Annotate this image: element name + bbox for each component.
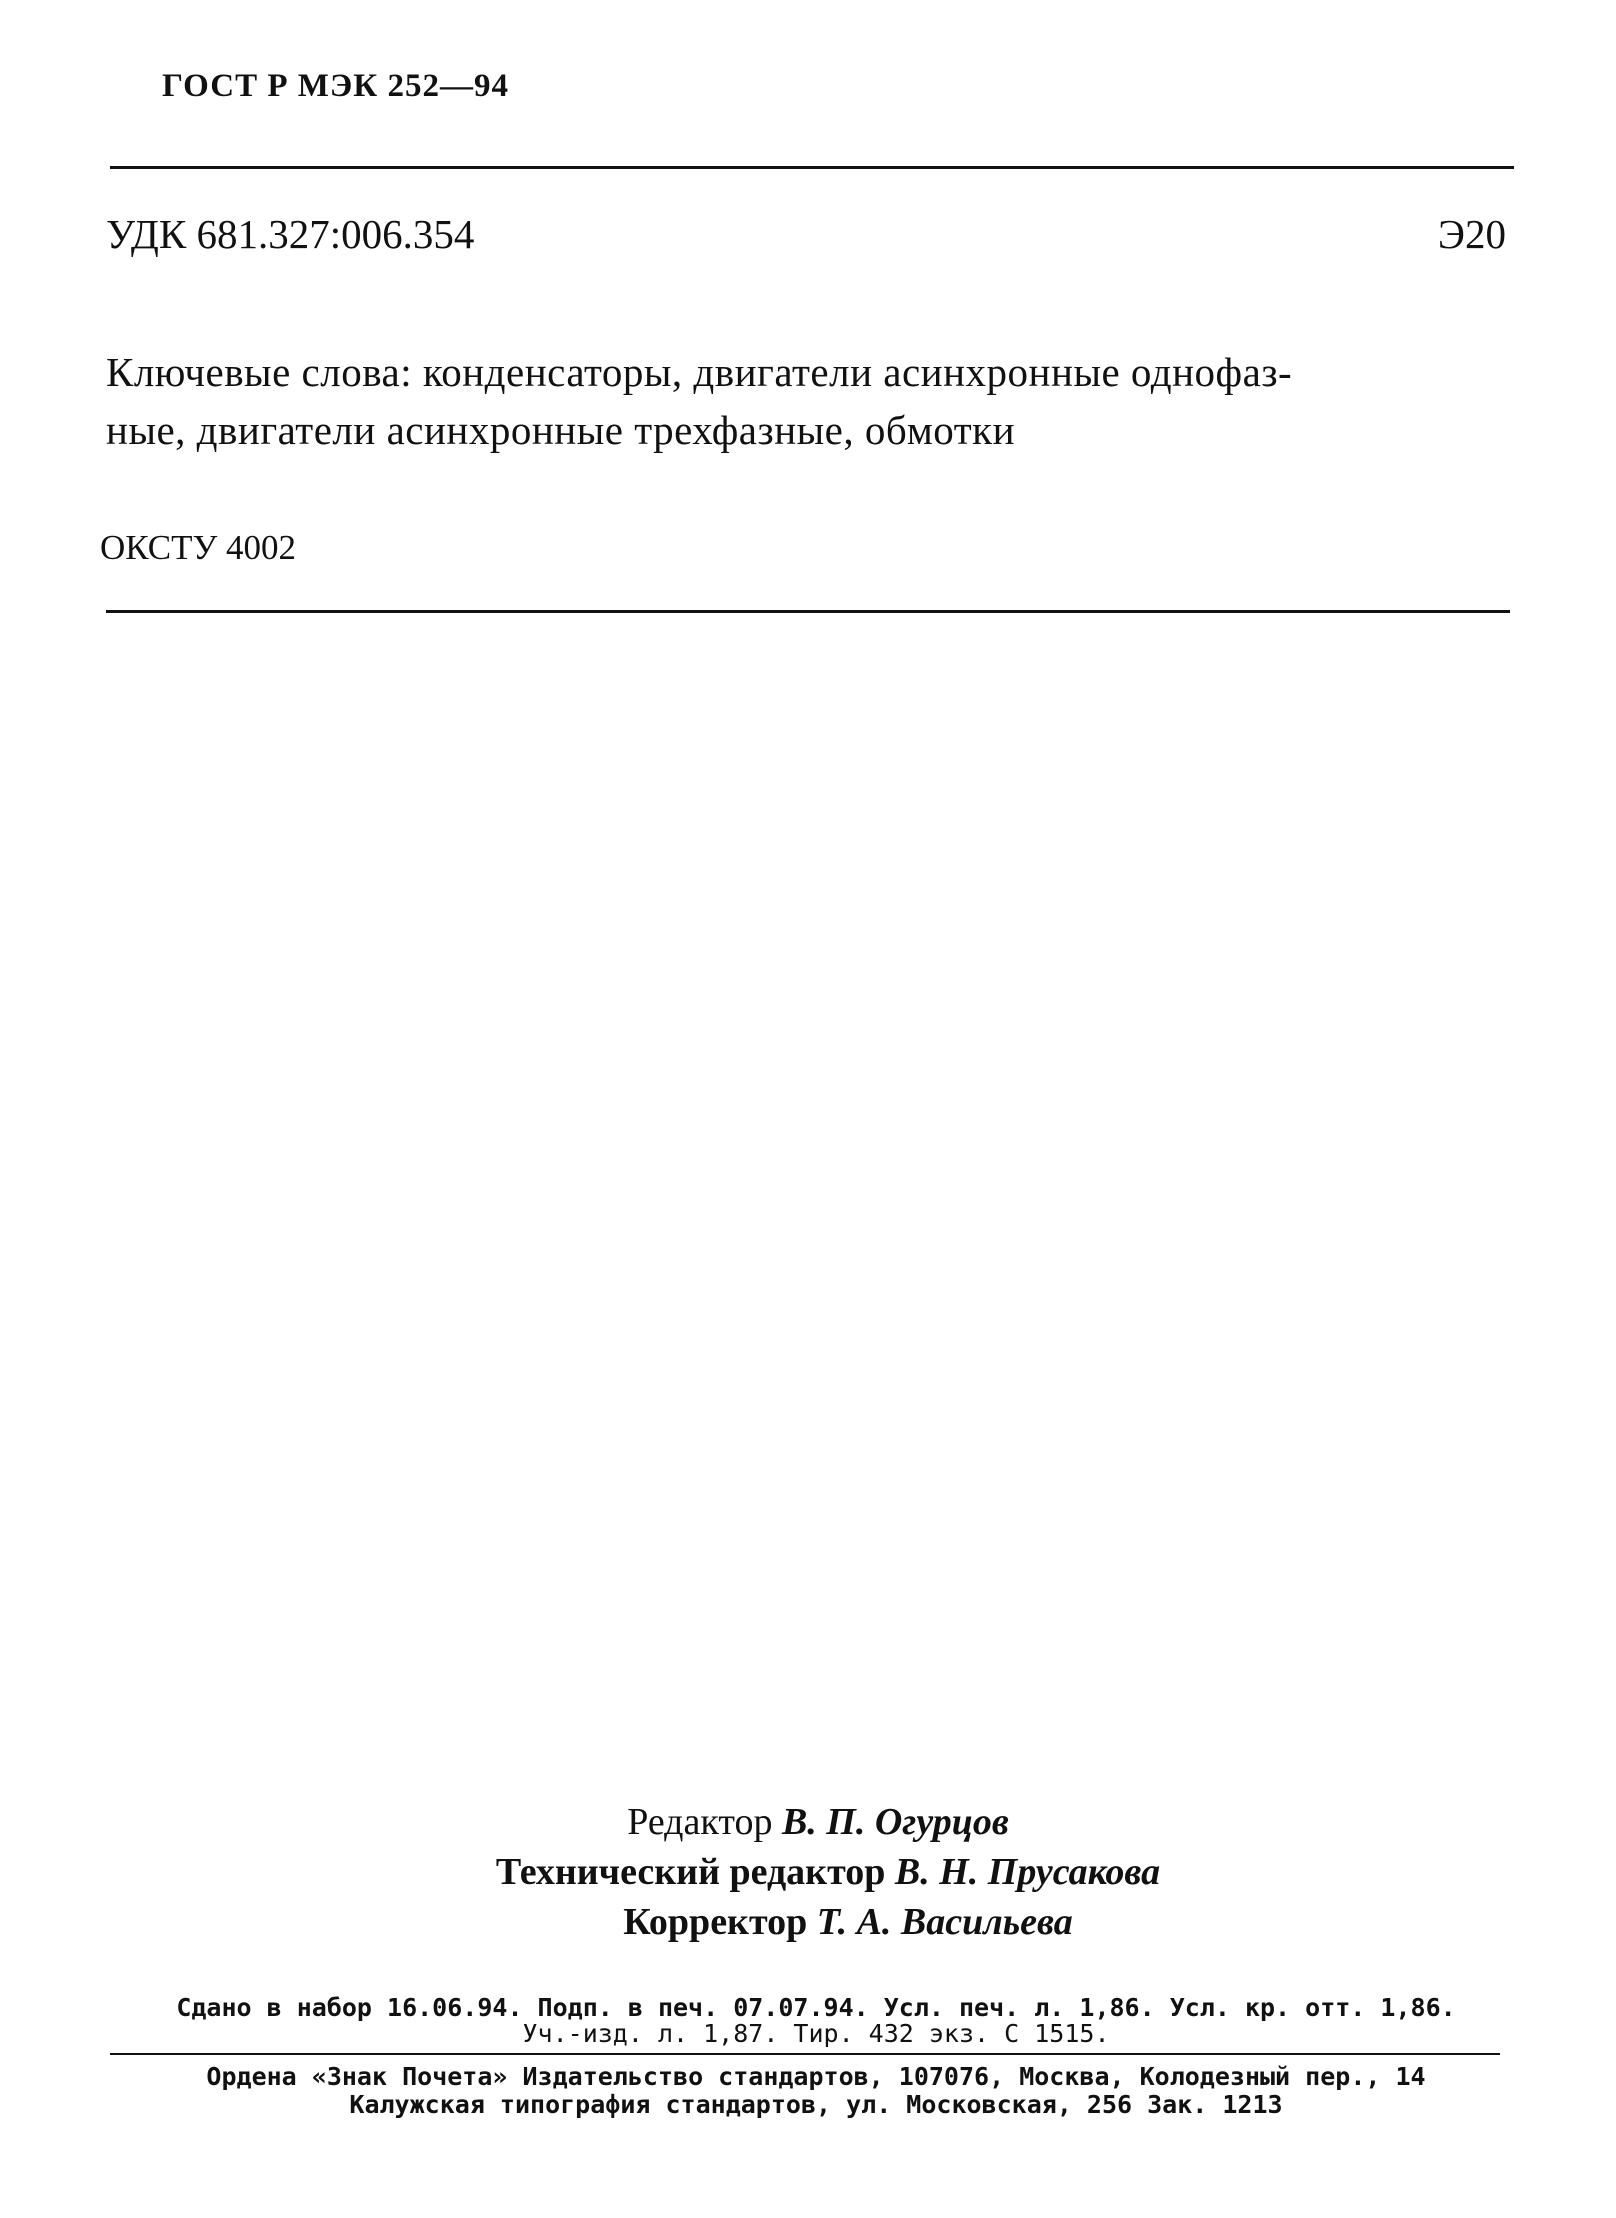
classification-code: Э20 — [1437, 211, 1506, 257]
tech-editor-role: Технический редактор — [495, 1851, 886, 1893]
imprint-line-1: Сдано в набор 16.06.94. Подп. в печ. 07.07.94. Усл. печ. л. 1,86. Усл. кр. отт. 1,86. — [176, 1993, 1456, 2022]
editor-role: Редактор — [627, 1801, 773, 1843]
corrector-credit — [0, 1900, 1616, 1944]
imprint-line-2: Уч.-изд. л. 1,87. Тир. 432 экз. С 1515. — [522, 2019, 1110, 2048]
tech-editor-name: В. Н. Прусакова — [894, 1851, 1161, 1893]
standard-number: ГОСТ Р МЭК 252—94 — [162, 68, 509, 104]
keywords-line-1: Ключевые слова: конденсаторы, двигатели асинхронные однофаз- — [106, 349, 1293, 395]
keywords — [106, 343, 1514, 459]
okstu-code: ОКСТУ 4002 — [100, 528, 297, 567]
classification-divider — [106, 610, 1510, 613]
corrector-role: Корректор — [623, 1901, 808, 1943]
corrector-name: Т. А. Васильева — [816, 1901, 1073, 1943]
editor-name: В. П. Огурцов — [781, 1801, 1009, 1843]
tech-editor-credit — [0, 1850, 1616, 1894]
imprint-line-4: Калужская типография стандартов, ул. Московская, 256 Зак. 1213 — [349, 2090, 1283, 2119]
imprint-divider — [110, 2053, 1500, 2055]
header-divider — [110, 166, 1514, 169]
imprint-line-3: Ордена «Знак Почета» Издательство стандартов, 107076, Москва, Колодезный пер., 14 — [206, 2062, 1426, 2091]
keywords-line-2: ные, двигатели асинхронные трехфазные, обмотки — [106, 407, 1016, 453]
editor-credit — [0, 1800, 1616, 1844]
udc-code: УДК 681.327:006.354 — [106, 211, 475, 257]
